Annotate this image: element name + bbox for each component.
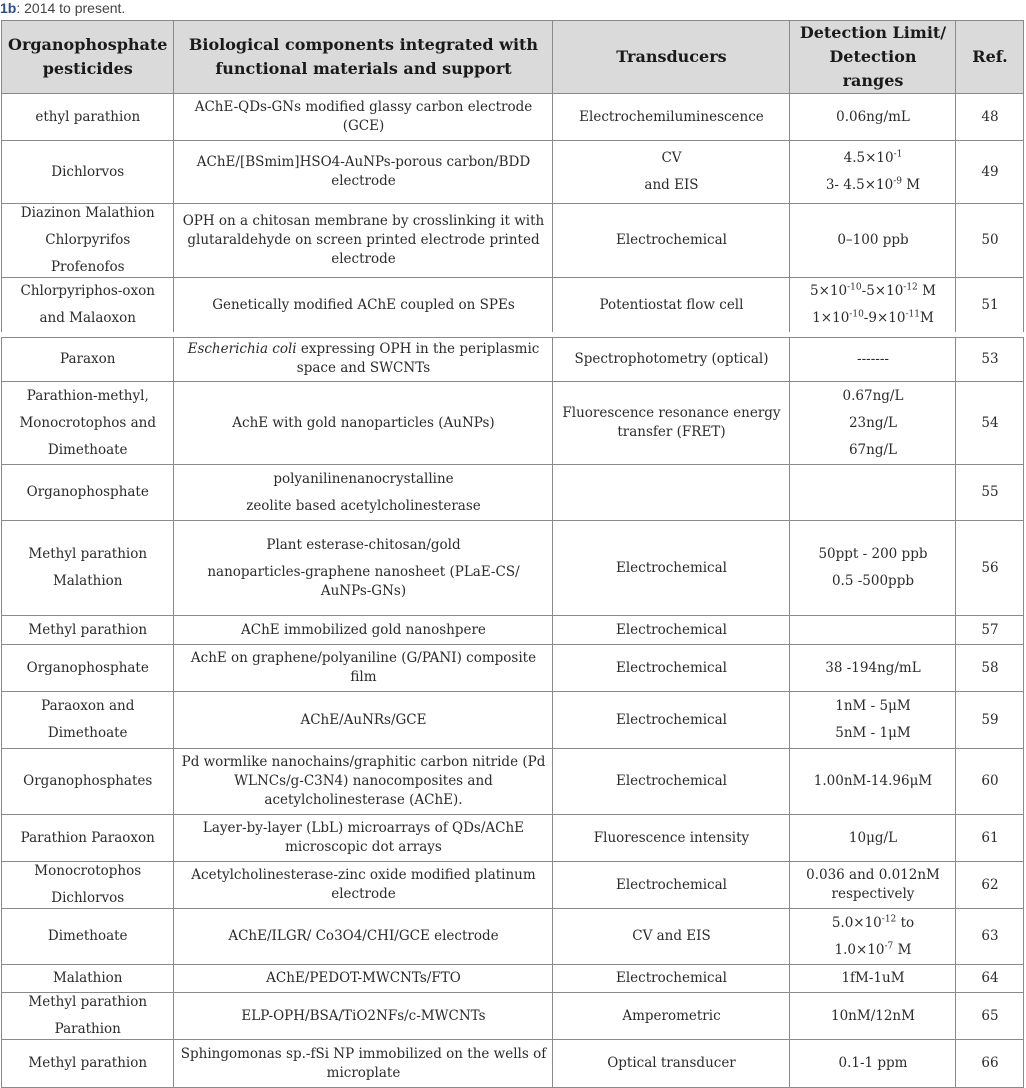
table-row (2, 278, 1024, 335)
cell-biological-components (174, 815, 553, 862)
cell-transducer (553, 692, 790, 749)
cell-text: Methyl parathion (28, 621, 148, 638)
table-header-row (2, 21, 1024, 94)
cell-text: 10μg/L (848, 829, 898, 846)
cell-transducer (553, 645, 790, 692)
cell-detection (790, 909, 956, 965)
cell-pesticide (2, 335, 174, 382)
cell-text: 50ppt - 200 ppb (818, 546, 928, 562)
cell-detection (790, 465, 956, 521)
cell-pesticide (2, 749, 174, 815)
cell-detection (790, 965, 956, 993)
cell-biological-components (174, 862, 553, 909)
cell-text: 66 (981, 1055, 999, 1071)
header-line: Detection Limit/ (799, 23, 947, 42)
cell-text: Pd wormlike nanochains/graphitic carbon nitride (Pd WLNCs/g-C3N4) nanocomposites and acetylcholinesterase (AChE). (181, 754, 546, 808)
cell-text: Genetically modified AChE coupled on SPEs (212, 296, 515, 313)
cell-ref (956, 965, 1024, 993)
cell-pesticide (2, 993, 174, 1040)
cell-text: Escherichia coli expressing OPH in the periplasmic space and SWCNTs (187, 341, 540, 376)
cell-text: Electrochemiluminescence (579, 108, 764, 125)
cell-transducer (553, 465, 790, 521)
cell-biological-components (174, 335, 553, 382)
cell-ref (956, 616, 1024, 645)
cell-transducer (553, 993, 790, 1040)
cell-text: 64 (981, 970, 999, 986)
cell-text: 53 (981, 350, 999, 367)
cell-text: $1\times 10^{-10}-9\times 10^{-11}M$ (812, 309, 934, 326)
cell-biological-components (174, 645, 553, 692)
cell-text: 0.06ng/mL (836, 108, 910, 125)
cell-detection (790, 645, 956, 692)
cell-text: Electrochemical (615, 970, 727, 986)
cell-text: Parathion (54, 1021, 121, 1037)
cell-pesticide (2, 965, 174, 993)
cell-text: Malathion (52, 970, 123, 986)
cell-detection (790, 692, 956, 749)
cell-pesticide (2, 521, 174, 616)
cell-text: AChE-QDs-GNs modified glassy carbon electrode (GCE) (194, 99, 533, 134)
cell-text: Electrochemical (615, 621, 727, 638)
cell-pesticide (2, 645, 174, 692)
cell-detection (790, 993, 956, 1040)
table-row (2, 94, 1024, 141)
header-line: pesticides (42, 59, 133, 78)
cell-text: AchE on graphene/polyaniline (G/PANI) composite film (190, 650, 537, 685)
cell-text: Plant esterase-chitosan/gold (266, 536, 461, 553)
cell-pesticide (2, 278, 174, 335)
cell-transducer (553, 862, 790, 909)
caption-text: : 2014 to present. (16, 0, 126, 16)
cell-biological-components (174, 278, 553, 335)
table-row (2, 141, 1024, 204)
cell-text: 10nM/12nM (831, 1007, 915, 1024)
cell-text: AChE/PEDOT-MWCNTs/FTO (266, 970, 461, 986)
table-row (2, 909, 1024, 965)
table-row (2, 465, 1024, 521)
cell-text: polyanilinenanocrystalline (273, 470, 454, 487)
cell-text: Monocrotophos and (19, 414, 157, 431)
table-row (2, 965, 1024, 993)
cell-ref (956, 335, 1024, 382)
cell-biological-components (174, 382, 553, 465)
cell-text: Organophosphate (26, 659, 149, 676)
cell-pesticide (2, 692, 174, 749)
header-transducers (553, 21, 790, 94)
cell-text: 50 (981, 232, 999, 248)
header-line: Detection ranges (829, 47, 917, 90)
cell-text: Fluorescence intensity (593, 829, 750, 846)
cell-text: 59 (981, 711, 999, 728)
cell-transducer (553, 965, 790, 993)
cell-text: ------- (857, 350, 889, 367)
cell-text: Electrochemical (615, 876, 727, 893)
cell-text: 60 (981, 773, 999, 789)
cell-text: AchE with gold nanoparticles (AuNPs) (232, 414, 495, 431)
cell-transducer (553, 335, 790, 382)
header-biological-components (174, 21, 553, 94)
cell-text: zeolite based acetylcholinesterase (246, 497, 481, 514)
cell-text: 0–100 ppb (837, 232, 909, 248)
table-row (2, 692, 1024, 749)
table-body (2, 94, 1024, 1088)
cell-transducer (553, 141, 790, 204)
cell-ref (956, 465, 1024, 521)
cell-text: Electrochemical (615, 773, 727, 789)
cell-text: Monocrotophos (34, 863, 142, 879)
cell-text: Parathion Paraoxon (20, 829, 155, 846)
cell-text: nanoparticles-graphene nanosheet (PLaE-CS/ AuNPs-GNs) (207, 563, 520, 599)
cell-pesticide (2, 141, 174, 204)
cell-text: Acetylcholinesterase-zinc oxide modified platinum electrode (191, 867, 536, 902)
cell-ref (956, 278, 1024, 335)
cell-text: Dichlorvos (51, 163, 125, 180)
cell-transducer (553, 521, 790, 616)
cell-text: CV (661, 150, 682, 166)
cell-transducer (553, 204, 790, 278)
cell-text: 63 (981, 928, 999, 944)
cell-text: Diazinon Malathion (20, 205, 155, 221)
pesticide-biosensor-table (1, 20, 1024, 1088)
cell-text: 1.00nM-14.96μM (813, 773, 933, 789)
cell-text: Chlorpyriphos-oxon (20, 283, 155, 299)
cell-ref (956, 94, 1024, 141)
cell-transducer (553, 94, 790, 141)
cell-ref (956, 993, 1024, 1040)
cell-ref (956, 909, 1024, 965)
cell-detection (790, 141, 956, 204)
header-detection-limit (790, 21, 956, 94)
cell-text: 0.67ng/L (842, 387, 904, 404)
cell-text: 58 (981, 659, 999, 676)
cell-text: ethyl parathion (35, 108, 141, 125)
cell-text: 0.5 -500ppb (831, 573, 914, 589)
cell-detection (790, 204, 956, 278)
cell-biological-components (174, 465, 553, 521)
cell-biological-components (174, 94, 553, 141)
cell-transducer (553, 616, 790, 645)
cell-pesticide (2, 204, 174, 278)
cell-text: Parathion-methyl, (26, 387, 149, 404)
cell-text: AChE immobilized gold nanoshpere (241, 621, 486, 638)
cell-text: 23ng/L (848, 414, 897, 431)
cell-text: Sphingomonas sp.-fSi NP immobilized on the wells of microplate (180, 1045, 547, 1081)
cell-text: 61 (981, 829, 999, 846)
table-row (2, 204, 1024, 278)
cell-detection (790, 521, 956, 616)
cell-text: and EIS (644, 177, 699, 193)
cell-text: 67ng/L (848, 441, 897, 458)
cell-text: Electrochemical (615, 559, 727, 576)
cell-detection (790, 382, 956, 465)
cell-pesticide (2, 815, 174, 862)
cell-text: Electrochemical (615, 659, 727, 676)
cell-text: 51 (981, 296, 999, 313)
cell-ref (956, 862, 1024, 909)
cell-text: 57 (981, 621, 999, 638)
cell-text: AChE/AuNRs/GCE (300, 711, 427, 728)
cell-text: $5\times 10^{-10}-5\times 10^{-12}$ M (810, 282, 936, 299)
cell-text: 0.036 and 0.012nM respectively (806, 867, 940, 902)
cell-text: Electrochemical (615, 232, 727, 248)
cell-text: and Malaoxon (39, 310, 136, 326)
cell-text: 3- $4.5\times 10^{-9}$ M (825, 176, 921, 193)
cell-ref (956, 204, 1024, 278)
cell-transducer (553, 382, 790, 465)
cell-text: Fluorescence resonance energy transfer (FRET) (562, 405, 781, 440)
cell-text: Chlorpyrifos (45, 232, 131, 248)
cell-text: OPH on a chitosan membrane by crosslinking it with glutaraldehyde on screen printed electrode printed electrode (182, 213, 545, 267)
cell-pesticide (2, 616, 174, 645)
cell-ref (956, 749, 1024, 815)
header-line: Ref. (972, 47, 1008, 66)
cell-transducer (553, 749, 790, 815)
cell-transducer (553, 909, 790, 965)
header-line: Organophosphate (8, 35, 168, 54)
cell-text: Paraxon (60, 350, 116, 367)
cell-pesticide (2, 465, 174, 521)
table-row (2, 862, 1024, 909)
header-line: Biological components integrated with (188, 35, 539, 54)
cell-biological-components (174, 965, 553, 993)
cell-text: 55 (981, 484, 999, 500)
cell-biological-components (174, 993, 553, 1040)
cell-text: Methyl parathion (28, 994, 148, 1010)
header-line: Transducers (616, 47, 727, 66)
table-row (2, 382, 1024, 465)
cell-text: 54 (981, 414, 999, 431)
cell-ref (956, 141, 1024, 204)
cell-biological-components (174, 521, 553, 616)
cell-detection (790, 616, 956, 645)
cell-detection (790, 335, 956, 382)
table-row (2, 749, 1024, 815)
cell-ref (956, 645, 1024, 692)
caption-label: 1b (0, 0, 17, 16)
cell-text: 0.1-1 ppm (838, 1055, 908, 1071)
cell-pesticide (2, 862, 174, 909)
cell-text: Spectrophotometry (optical) (574, 350, 769, 367)
cell-ref (956, 382, 1024, 465)
cell-biological-components (174, 749, 553, 815)
cell-text: Dichlorvos (51, 890, 125, 906)
cell-text: Electrochemical (615, 711, 727, 728)
cell-text: $1.0\times 10^{-7}$ M (834, 941, 912, 958)
cell-ref (956, 521, 1024, 616)
cell-text: 49 (981, 163, 999, 180)
cell-ref (956, 815, 1024, 862)
cell-text: Methyl parathion (28, 1055, 148, 1071)
cell-biological-components (174, 141, 553, 204)
table-row (2, 335, 1024, 382)
cell-text: AChE/[BSmim]HSO4-AuNPs-porous carbon/BDD electrode (196, 154, 531, 189)
cell-text: Optical transducer (607, 1055, 736, 1071)
cell-text: CV and EIS (632, 928, 711, 944)
cell-biological-components (174, 204, 553, 278)
cell-text: Amperometric (622, 1007, 721, 1024)
cell-text: Profenofos (50, 259, 125, 275)
table-row (2, 645, 1024, 692)
table-row (2, 616, 1024, 645)
cell-text: Dimethoate (47, 928, 128, 944)
cell-text: Dimethoate (47, 441, 128, 458)
cell-text: Dimethoate (47, 725, 128, 741)
cell-transducer (553, 278, 790, 335)
cell-text: 5nM - 1μM (835, 725, 911, 741)
cell-text: 38 -194ng/mL (825, 659, 921, 676)
cell-text: 56 (981, 559, 999, 576)
cell-text: Methyl parathion (28, 546, 148, 562)
cell-text: 62 (981, 876, 999, 893)
cell-text: 1nM - 5μM (835, 698, 911, 714)
cell-text: 65 (981, 1007, 999, 1024)
cell-detection (790, 815, 956, 862)
cell-detection (790, 749, 956, 815)
cell-text: 48 (981, 108, 999, 125)
cell-pesticide (2, 382, 174, 465)
cell-text: $4.5\times 10^{-1}$ (843, 149, 903, 166)
header-pesticides (2, 21, 174, 94)
cell-biological-components (174, 616, 553, 645)
cell-text: Layer-by-layer (LbL) microarrays of QDs/AChE microscopic dot arrays (202, 820, 525, 855)
cell-text: Paraoxon and (41, 698, 135, 714)
cell-text: Organophosphate (26, 484, 149, 500)
table-caption (0, 0, 125, 18)
cell-pesticide (2, 909, 174, 965)
header-ref (956, 21, 1024, 94)
table-row (2, 815, 1024, 862)
cell-ref (956, 692, 1024, 749)
cell-detection (790, 94, 956, 141)
cell-transducer (553, 815, 790, 862)
cell-text: Organophosphates (23, 773, 153, 789)
header-line: functional materials and support (215, 59, 512, 78)
cell-text: $5.0\times 10^{-12}$ to (831, 914, 915, 931)
cell-text: Potentiostat flow cell (599, 296, 744, 313)
cell-biological-components (174, 909, 553, 965)
table-row (2, 993, 1024, 1040)
table-row (2, 521, 1024, 616)
cell-detection (790, 278, 956, 335)
cell-pesticide (2, 94, 174, 141)
cell-biological-components (174, 692, 553, 749)
cell-text: Malathion (52, 573, 123, 589)
cell-text: ELP-OPH/BSA/TiO2NFs/c-MWCNTs (241, 1007, 486, 1024)
cell-detection (790, 862, 956, 909)
cell-text: 1fM-1uM (841, 970, 905, 986)
cell-text: AChE/ILGR/ Co3O4/CHI/GCE electrode (228, 928, 499, 944)
